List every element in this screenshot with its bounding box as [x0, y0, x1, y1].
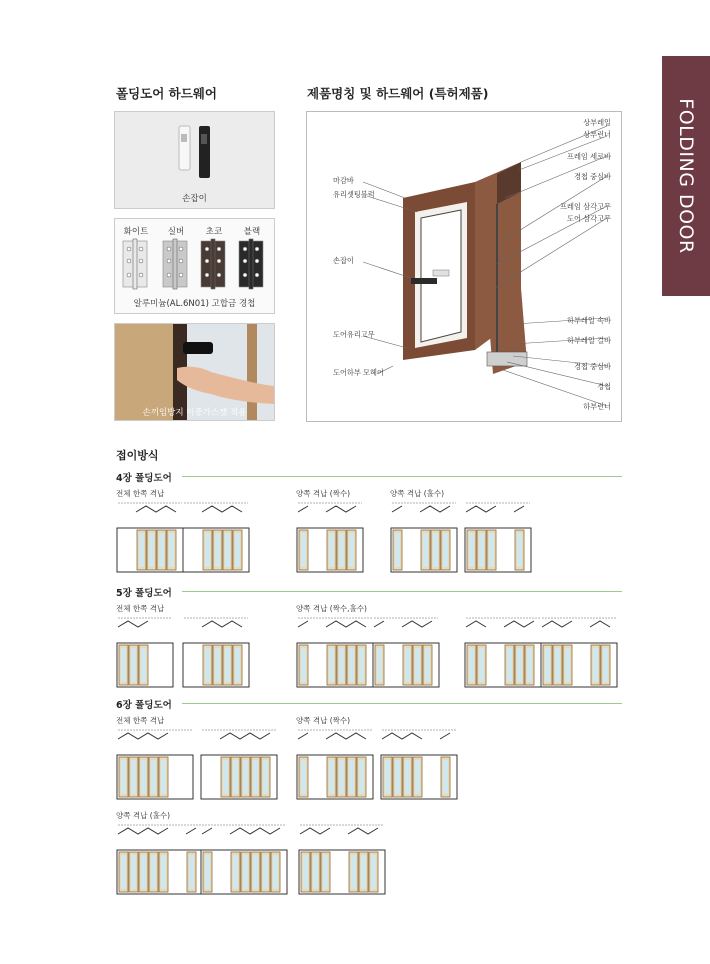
fold-diagram	[380, 727, 462, 807]
door-panel	[327, 645, 336, 685]
door-panel	[327, 530, 336, 570]
door-panel	[167, 530, 176, 570]
door-panel	[251, 852, 260, 892]
fold-plan-line	[382, 733, 450, 739]
fold-diagram	[464, 615, 546, 695]
hinge-photo	[114, 218, 275, 314]
fold-plan-line	[136, 506, 176, 512]
section-divider	[182, 703, 622, 704]
fold-diagram	[296, 500, 368, 580]
group-title: 6장 폴딩도어	[116, 700, 172, 711]
group-sub-label: 양쪽 격납 (홀수)	[390, 489, 445, 498]
door-panel	[337, 645, 346, 685]
door-panel	[563, 645, 572, 685]
fold-diagram	[390, 500, 462, 580]
door-panel	[299, 645, 308, 685]
fold-plan-line	[202, 621, 242, 627]
fold-plan-line	[392, 506, 450, 512]
door-panel	[441, 757, 450, 797]
fold-diagram	[200, 727, 282, 807]
safety-caption: 손끼임방지 이중가스켓 적용	[142, 408, 247, 418]
fold-plan-line	[466, 621, 534, 627]
part-label: 도어유리고무	[333, 330, 375, 339]
door-panel	[221, 757, 230, 797]
door-panel	[241, 852, 250, 892]
part-label: 하부런너	[583, 402, 611, 411]
fold-plan-line	[466, 506, 524, 512]
fold-diagram	[372, 615, 444, 695]
door-panel	[359, 852, 368, 892]
group-sub-label: 양쪽 격납 (짝수)	[296, 489, 351, 498]
door-panel	[601, 645, 610, 685]
door-panel	[187, 852, 196, 892]
hinge-color-label: 초코	[205, 227, 223, 237]
door-panel	[553, 645, 562, 685]
fold-diagram	[182, 615, 254, 695]
fold-diagram-row	[0, 615, 710, 695]
fold-plan-line	[298, 621, 366, 627]
part-label: 프레임 삼각고무	[560, 202, 611, 211]
door-panel	[231, 852, 240, 892]
fold-plan-line	[202, 828, 280, 834]
door-panel	[467, 530, 476, 570]
hinge-color-label: 화이트	[123, 227, 149, 237]
side-tab	[662, 56, 710, 296]
part-label: 경첩	[597, 382, 611, 391]
group-sub-label: 전체 한쪽 격납	[116, 489, 165, 498]
door-panel	[139, 757, 148, 797]
hinge-color-label: 실버	[167, 227, 185, 237]
hinge-icon	[123, 239, 147, 289]
door-panel	[403, 645, 412, 685]
door-panel	[261, 852, 270, 892]
door-panel	[261, 757, 270, 797]
part-label: 하부레일 걸바	[567, 336, 611, 345]
door-panel	[159, 757, 168, 797]
door-panel	[347, 530, 356, 570]
group-sub-label: 양쪽 격납 (홀수)	[116, 811, 171, 820]
part-label: 손잡이	[333, 256, 354, 265]
hinge-icon	[239, 239, 263, 289]
door-panel	[213, 530, 222, 570]
door-panel	[203, 852, 212, 892]
door-panel	[129, 852, 138, 892]
section-divider	[182, 591, 622, 592]
fold-plan-line	[220, 733, 270, 739]
fold-diagram	[200, 822, 292, 902]
door-panel	[413, 757, 422, 797]
door-panel	[139, 852, 148, 892]
door-panel	[231, 757, 240, 797]
fold-diagram	[296, 727, 378, 807]
door-panel	[369, 852, 378, 892]
part-label: 도어 삼각고무	[567, 214, 611, 223]
part-label: 유리셋팅블럭	[333, 190, 375, 199]
door-panel	[467, 645, 476, 685]
fold-plan-line	[202, 506, 242, 512]
fold-plan-line	[542, 621, 610, 627]
door-panel	[223, 530, 232, 570]
door-panel	[251, 757, 260, 797]
door-panel	[271, 852, 280, 892]
door-panel	[423, 645, 432, 685]
door-panel	[157, 530, 166, 570]
door-panel	[327, 757, 336, 797]
hinge-caption: 알루미늄(AL.6N01) 고합금 경첩	[133, 299, 256, 309]
door-panel	[393, 530, 402, 570]
door-panel	[119, 645, 128, 685]
fold-plan-line	[118, 828, 196, 834]
door-panel	[505, 645, 514, 685]
fold-plan-line	[300, 828, 378, 834]
group-title: 5장 폴딩도어	[116, 588, 172, 599]
group-sub-label: 전체 한쪽 격납	[116, 716, 165, 725]
group-title: 4장 폴딩도어	[116, 473, 172, 484]
door-panel	[337, 757, 346, 797]
door-panel	[299, 757, 308, 797]
door-panel	[149, 757, 158, 797]
group-sub-label: 양쪽 격납 (짝수)	[296, 716, 351, 725]
fold-diagram-row	[0, 500, 710, 580]
hardware-title: 폴딩도어 하드웨어	[116, 86, 217, 101]
fold-plan-line	[298, 506, 356, 512]
handle-caption: 손잡이	[182, 194, 207, 204]
fold-plan-line	[374, 621, 432, 627]
group-sub-label: 전체 한쪽 격납	[116, 604, 165, 613]
part-label: 프레임 세로바	[567, 152, 611, 161]
folding-title: 접이방식	[116, 449, 159, 462]
fold-diagram	[116, 822, 208, 902]
fold-diagram-row	[0, 822, 710, 902]
fold-diagram	[116, 615, 178, 695]
fold-diagram	[296, 615, 378, 695]
door-panel	[375, 645, 384, 685]
hinge-illustrations	[115, 237, 274, 293]
door-panel	[159, 852, 168, 892]
door-panel	[337, 530, 346, 570]
section-divider	[182, 476, 622, 477]
hinge-color-label: 블랙	[243, 227, 261, 237]
door-panel	[241, 757, 250, 797]
part-label: 하부레일 속바	[567, 316, 611, 325]
door-panel	[139, 645, 148, 685]
part-label: 상부런너	[583, 130, 611, 139]
door-panel	[393, 757, 402, 797]
part-label: 마감바	[333, 176, 354, 185]
door-panel	[477, 530, 486, 570]
door-panel	[149, 852, 158, 892]
part-label: 경첩 중심바	[573, 172, 611, 181]
door-panel	[357, 757, 366, 797]
door-panel	[477, 645, 486, 685]
safety-photo	[114, 323, 275, 421]
door-panel	[129, 757, 138, 797]
door-panel	[347, 757, 356, 797]
door-panel	[129, 645, 138, 685]
door-panel	[147, 530, 156, 570]
door-panel	[213, 645, 222, 685]
door-panel	[347, 645, 356, 685]
door-panel	[203, 645, 212, 685]
door-panel	[515, 645, 524, 685]
door-panel	[301, 852, 310, 892]
door-panel	[591, 645, 600, 685]
hinge-icon	[163, 239, 187, 289]
door-panel	[403, 757, 412, 797]
door-panel	[543, 645, 552, 685]
part-label: 도어하부 모헤어	[333, 368, 384, 377]
door-panel	[321, 852, 330, 892]
door-panel	[349, 852, 358, 892]
door-panel	[203, 530, 212, 570]
door-panel	[383, 757, 392, 797]
fold-plan-line	[118, 733, 186, 739]
parts-title: 제품명칭 및 하드웨어 (특허제품)	[307, 86, 489, 101]
handle-photo	[114, 111, 275, 209]
door-panel	[431, 530, 440, 570]
hinge-icon	[201, 239, 225, 289]
door-panel	[233, 645, 242, 685]
side-tab-label: FOLDING DOOR	[675, 98, 697, 254]
part-label: 상부레일	[583, 118, 611, 127]
door-panel	[223, 645, 232, 685]
fold-diagram	[116, 500, 188, 580]
door-panel	[525, 645, 534, 685]
door-panel	[441, 530, 450, 570]
door-panel	[487, 530, 496, 570]
parts-diagram	[306, 111, 622, 422]
fold-diagram	[464, 500, 536, 580]
fold-diagram	[298, 822, 390, 902]
group-sub-label: 양쪽 격납 (짝수,홀수)	[296, 604, 367, 613]
fold-diagram-row	[0, 727, 710, 807]
door-panel	[413, 645, 422, 685]
door-panel	[311, 852, 320, 892]
part-label: 경첩 중심바	[573, 362, 611, 371]
door-panel	[515, 530, 524, 570]
fold-diagram	[182, 500, 254, 580]
fold-diagram	[116, 727, 198, 807]
door-panel	[233, 530, 242, 570]
door-panel	[137, 530, 146, 570]
door-panel	[421, 530, 430, 570]
fold-plan-line	[298, 733, 366, 739]
door-panel	[299, 530, 308, 570]
door-panel	[119, 757, 128, 797]
door-panel	[119, 852, 128, 892]
door-panel	[357, 645, 366, 685]
fold-diagram	[540, 615, 622, 695]
fold-plan-line	[118, 621, 166, 627]
